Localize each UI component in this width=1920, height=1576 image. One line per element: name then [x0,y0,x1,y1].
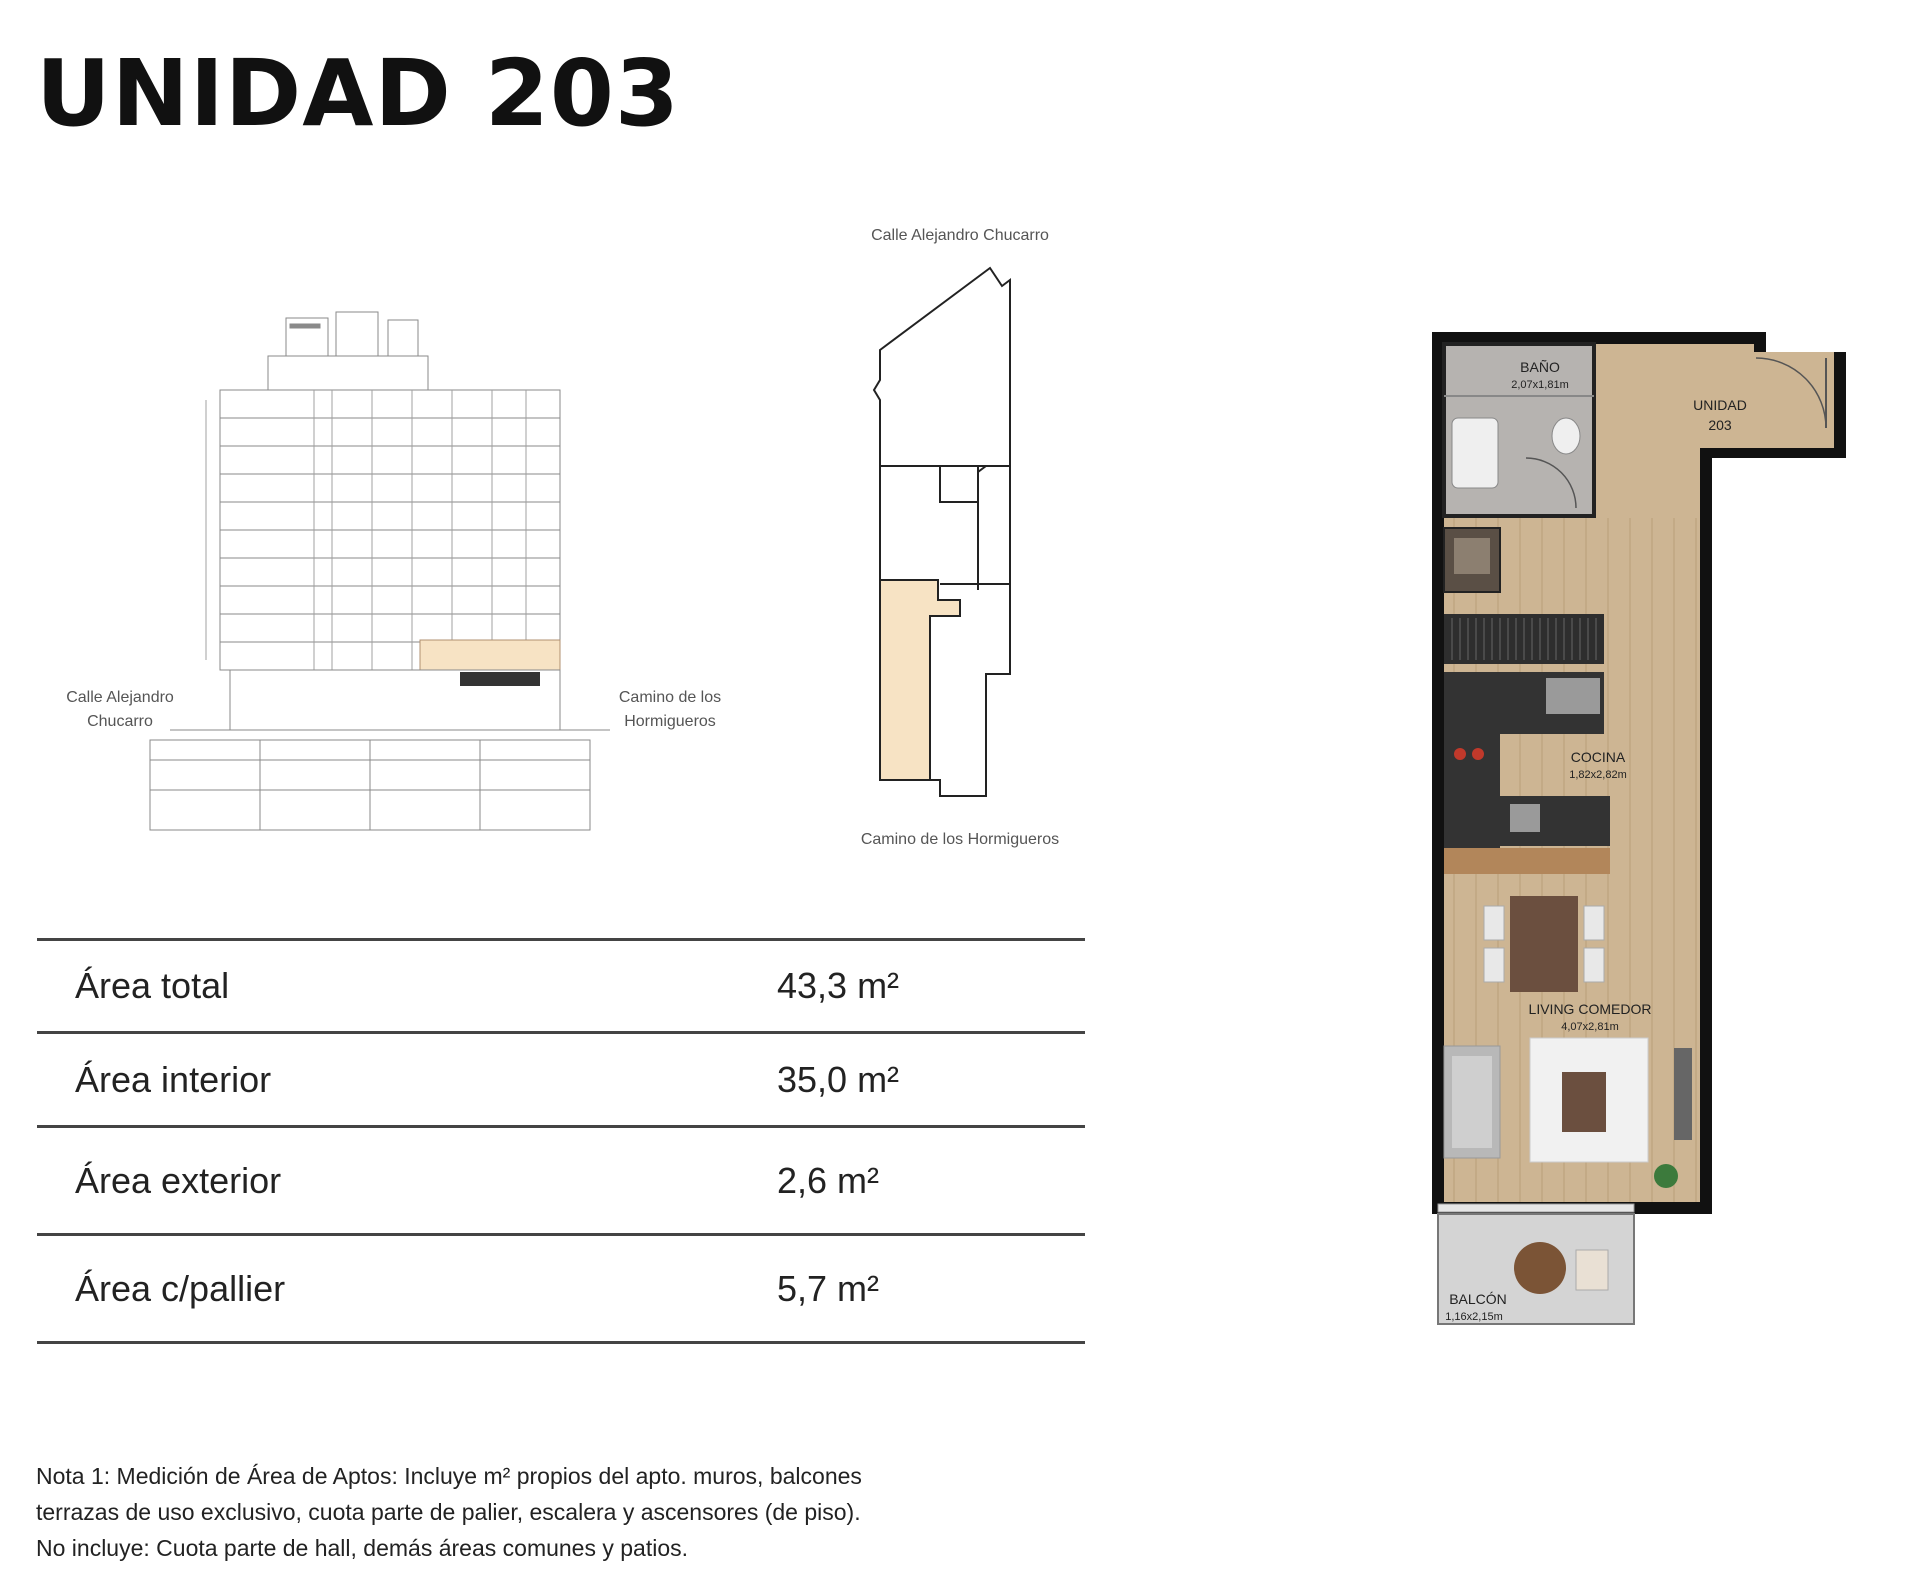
area-row-interior [37,1033,1085,1127]
area-value: 43,3 m² [777,940,1085,1033]
footnote-line: terrazas de uso exclusivo, cuota parte de palier, escalera y ascensores (de piso). [36,1499,861,1525]
footnote-line: Nota 1: Medición de Área de Aptos: Incluye m² propios del apto. muros, balcones [36,1463,862,1489]
area-row-pallier [37,1235,1085,1343]
area-label: Área total [37,940,777,1033]
living-label: LIVING COMEDOR [1528,1001,1652,1017]
kitchen-label: COCINA [1570,749,1626,765]
highlighted-unit [420,640,560,670]
site-highlighted-unit [880,580,960,780]
area-value: 2,6 m² [777,1127,1085,1235]
area-label: Área c/pallier [37,1235,777,1343]
area-value: 35,0 m² [777,1033,1085,1127]
unit-label-line1: UNIDAD [1693,397,1747,413]
elevation-label-right: Camino de los Hormigueros [618,689,722,730]
building-elevation-drawing [140,290,620,860]
unit-label-line2: 203 [1708,417,1732,433]
site-plan-drawing [860,250,1060,830]
area-label: Área interior [37,1033,777,1127]
kitchen-dims: 1,82x2,82m [1569,769,1627,781]
bath-label: BAÑO [1520,359,1560,375]
site-plan-street-top: Calle Alejandro Chucarro [871,227,1049,244]
elevation-label-left: Calle Alejandro Chucarro [66,689,174,730]
area-row-total [37,940,1085,1033]
area-value: 5,7 m² [777,1235,1085,1343]
area-row-exterior [37,1127,1085,1235]
floor-plan-drawing [1430,318,1880,1328]
area-label: Área exterior [37,1127,777,1235]
footnote [36,1458,1096,1566]
area-table [37,938,1085,1344]
living-dims: 4,07x2,81m [1561,1021,1619,1033]
footnote-line: No incluye: Cuota parte de hall, demás áreas comunes y patios. [36,1535,689,1561]
page-title: UNIDAD 203 [36,40,680,147]
bath-dims: 2,07x1,81m [1511,379,1569,391]
balcony-label: BALCÓN [1449,1291,1507,1307]
site-plan-street-bottom: Camino de los Hormigueros [860,831,1060,848]
balcony-dims: 1,16x2,15m [1445,1311,1503,1323]
